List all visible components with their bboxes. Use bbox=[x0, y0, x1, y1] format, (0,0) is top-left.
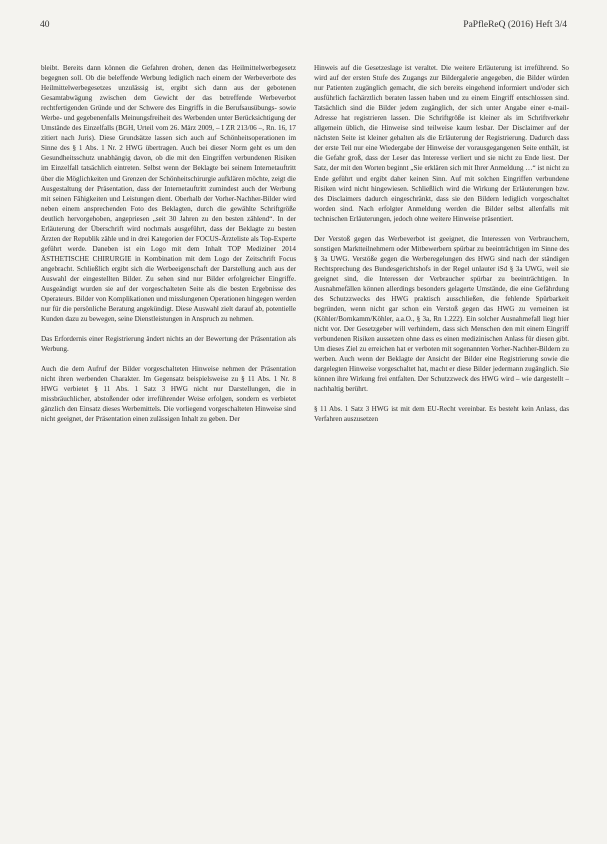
paragraph: Das Erfordernis einer Registrierung ändert nichts an der Bewertung der Präsentation als Werbung. bbox=[41, 335, 296, 354]
paragraph: Auch die dem Aufruf der Bilder vorgeschalteten Hinweise nehmen der Präsentation nicht ihren werbenden Charakter. Im Gegensatz beispielsweise zu § 11 Abs. 1 Nr. 8 HWG verbietet § 11 Abs. 1 Satz 3 HWG nicht nur Darstellungen, die in missbräuchlicher, abstoßender oder irreführender Weise erfolgen, sondern es verbietet gänzlich den Einsatz dieses Werbemittels. Die vorliegend vorgeschalteten Hinweise sind nicht geeignet, der Präsentation einen zulässigen Inhalt zu geben. Der bbox=[41, 365, 296, 424]
page-number: 40 bbox=[40, 20, 50, 30]
journal-reference: PaPfleReQ (2016) Heft 3/4 bbox=[463, 20, 567, 30]
paragraph: Der Verstoß gegen das Werbeverbot ist geeignet, die Interessen von Verbrauchern, sonstigen Marktteilnehmern oder Mitbewerbern spürbar zu beeinträchtigen im Sinne des § 3a UWG. Verstöße gegen die Werberegelungen des HWG sind nach der ständigen Rechtsprechung des Bundesgerichtshofs in der Regel unlauter iSd § 3a UWG, weil sie geeignet sind, die Interessen der Verbraucher spürbar zu beeinträchtigen. In Ausnahmefällen können allerdings besonders gelagerte Umstände, die eine Gefährdung des Schutzzwecks des HWG praktisch ausschließen, die fehlende Spürbarkeit begründen, wenn nicht gar schon ein Verstoß gegen das HWG zu verneinen ist (Köhler/Bornkamm/Köhler, a.a.O., § 3a, Rn 1.222). Ein solcher Ausnahmefall liegt hier nicht vor. Der Gesetzgeber will verhindern, dass sich Menschen den mit einem Eingriff verbundenen Risiken aussetzen ohne dass es einen medizinischen Anlass für diesen gibt. Um dieses Ziel zu erreichen hat er verboten mit sogenannten Vorher-Nachher-Bildern zu werben. Auch wenn der Beklagte der Ansicht der Bilder eine Registrierung sowie die dargelegten Hinweise vorgeschaltet hat, macht er diese Bilder jedermann zugänglich. Sie können ihre Wirkung frei entfalten. Der Schutzzweck des HWG wird – wie dargestellt – nachhaltig berührt. bbox=[314, 234, 569, 394]
left-column bbox=[41, 63, 296, 434]
page-header bbox=[40, 20, 567, 36]
paragraph: bleibt. Bereits dann können die Gefahren drohen, denen das Heilmittelwerbegesetz begegnen soll. Ob die beleffende Werbung lediglich nach einem der Werbeverbote des Heilmittelwerbegesetzes unzulässig ist, ergibt sich dann aus der gebotenen Gesamtabwägung zwischen dem Gewicht der das betreffende Werbeverbot rechtfertigenden Gründe und der Schwere des Eingriffs in die Berufsausübungs- sowie Werbe- und gegebenenfalls Meinungsfreiheit des Werbenden unter Berücksichtigung der Umstände des Einzelfalls (BGH, Urteil vom 26. März 2009, – I ZR 213/06 –, Rn. 16, 17 zitiert nach Juris). Diese Grundsätze lassen sich auch auf Schönheitsoperationen im Sinne des § 1 Abs. 1 Nr. 2 HWG übertragen. Auch bei dieser Norm geht es um den Gesundheitsschutz unabhängig davon, ob die mit den Eingriffen verbundenen Risiken im Einzelfall tatsächlich eintreten. Selbst wenn der Beklagte bei seinem Internetauftritt über die Möglichkeiten und Grenzen der Schönheitschirurgie aufklären möchte, zeigt die Ausgestaltung der Präsentation, dass der Internetauftritt zumindest auch der Werbung mit seinen Fähigkeiten und Leistungen dient. Oberhalb der Vorher-Nachher-Bilder wird neben einem ansprechenden Foto des Beklagten, durch die gewählte Schriftgröße deutlich hervorgehoben, angepriesen „seit 30 Jahren zu den besten zählend“. In der Erläuterung der Überschrift wird nochmals ausgeführt, dass der Beklagte zu besten Ärzten der Republik zähle und in drei Kategorien der FOCUS-Ärzteliste als Top-Experte geführt werde. Daneben ist ein Logo mit dem Inhalt TOP Mediziner 2014 ÄSTHETISCHE CHIRURGIE in Kombination mit dem Logo der Zeitschrift Focus angebracht. Schließlich ergibt sich die Werbeeigenschaft der Darstellung auch aus der Auswahl der eingestellten Bilder. Zu sehen sind nur Bilder erfolgreicher Eingriffe. Ausgeändigt wurden sie auf der vorgeschalteten Seite als die besten Ergebnisse des Operateurs. Bilder von Komplikationen und misslungenen Operationen hingegen werden nur für die persönliche Beratung angekündigt. Diese Auswahl zielt darauf ab, potentielle Kunden dazu zu bewegen, seine Dienstleistungen in Anspruch zu nehmen. bbox=[41, 64, 296, 324]
paragraph: Hinweis auf die Gesetzeslage ist veraltet. Die weitere Erläuterung ist irreführend. So wird auf der ersten Stufe des Zugangs zur Bildergalerie angegeben, die Bilder würden nur Patienten zugänglich gemacht, die sich bereits eingehend informiert und/oder sich ausführlich fachärztlich beraten lassen haben und zu einem Eingriff entschlossen sind. Tatsächlich sind die Bilder jedem zugänglich, der sich unter Angabe einer e-mail-Adresse hat registrieren lassen. Die Schriftgröße ist kleiner als im Schriftverkehr allgemein üblich, die Hinweise sind teilweise kaum lesbar. Der Disclaimer auf der nächsten Seite ist kleiner gehalten als die Erläuterung der Registrierung. Dadurch dass der erste Teil nur eine Wiedergabe der Hinweise der vorausgegangenen Seite enthält, ist die Gefahr groß, dass der Leser das Interesse verliert und sie nicht zu Ende liest. Der Satz, der mit den Worten beginnt „Sie erklären sich mit Ihrer Anmeldung …“ ist nicht zu Ende geführt und ergibt daher keinen Sinn. Auf mit solchen Eingriffen verbundene Risiken wird nicht hingewiesen. Schließlich wird die Wirkung der Erläuterungen bzw. des Disclaimers dadurch eingeschränkt, dass sie den Bildern lediglich vorgeschaltet worden sind. Nach erfolgter Anmeldung werden die Bilder selbst allenfalls mit technischen Erläuterungen, jedoch ohne weitere Hinweise präsentiert. bbox=[314, 64, 569, 223]
right-column bbox=[314, 63, 569, 434]
paragraph: § 11 Abs. 1 Satz 3 HWG ist mit dem EU-Recht vereinbar. Es besteht kein Anlass, das Verfahren auszusetzen bbox=[314, 405, 569, 424]
